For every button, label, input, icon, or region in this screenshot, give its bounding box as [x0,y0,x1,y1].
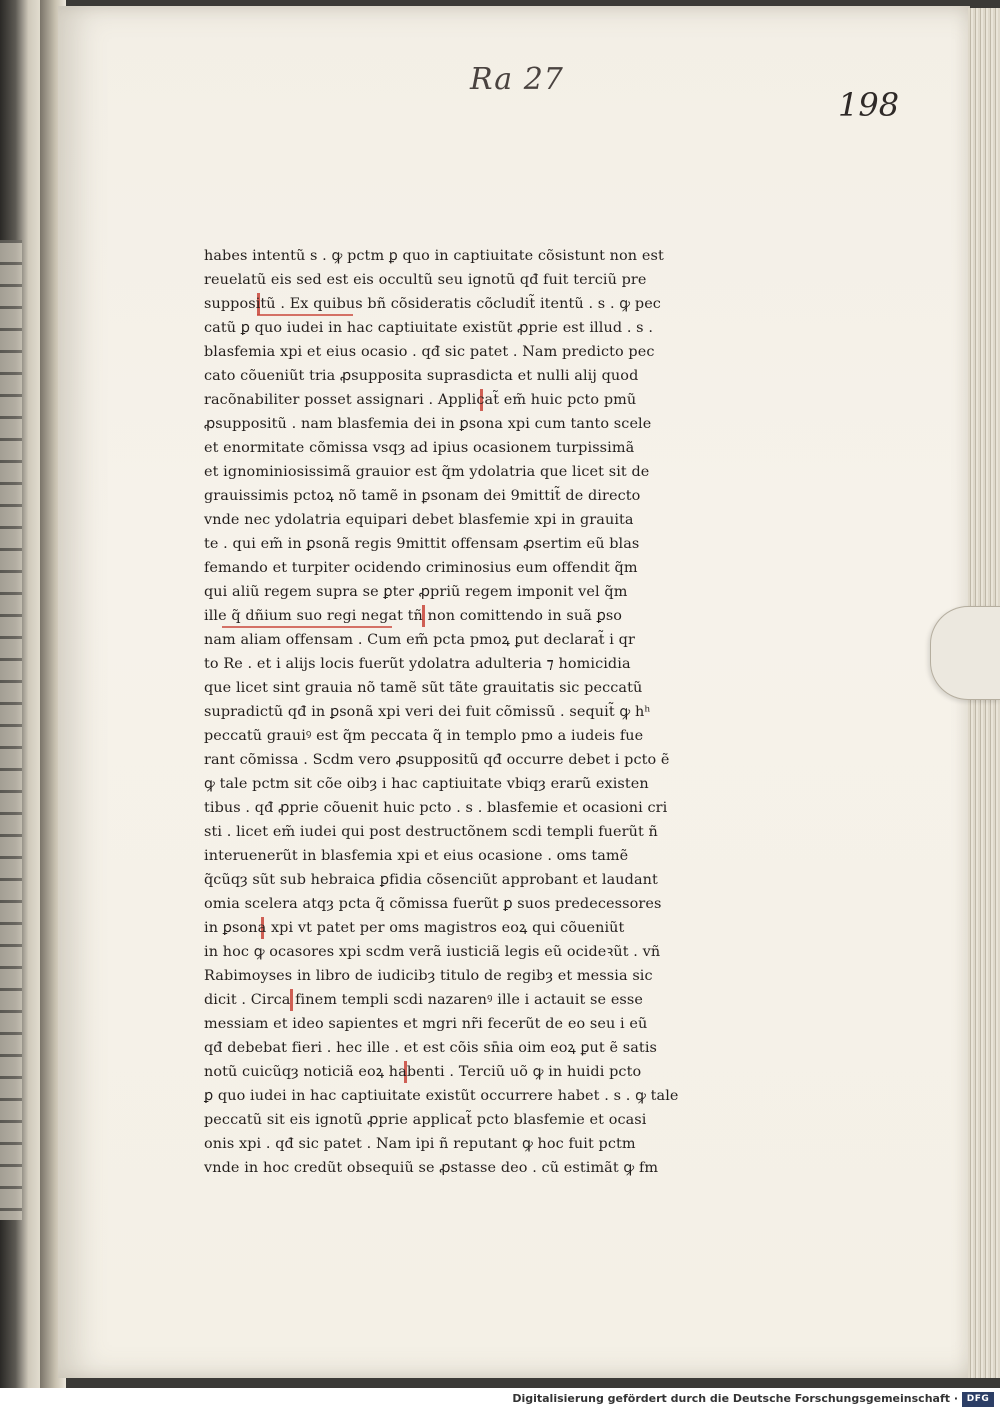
paper-tab-marker [930,606,1000,700]
text-line: et ignominiosissimã grauior est q̃m ydolatria que licet sit de [204,464,650,480]
text-line: vnde nec ydolatria equipari debet blasfemie xpi in grauita [204,512,634,528]
text-line: Rabimoyses in libro de iudicibȝ titulo de regibȝ et messia sic [204,968,653,984]
funding-note: Digitalisierung gefördert durch die Deutsche Forschungsgemeinschaft · [512,1392,958,1405]
text-line: sti . licet em̃ iudei qui post destructõnem scdi templi fuerũt ñ [204,824,658,840]
text-line: suppositũ . Ex quibus bñ cõsideratis cõcludit̃ itentũ . s . ꝙ pec [204,296,661,312]
text-line: blasfemia xpi et eius ocasio . qđ sic patet . Nam predicto pec [204,344,655,360]
text-line: ille q̃ dñium suo regi negat tñ non comittendo in suã ꝑso [204,608,623,624]
text-line: q̃cũqȝ sũt sub hebraica ꝑfidia cõsenciũt approbant et laudant [204,872,658,888]
text-line: habes intentũ s . ꝙ pctm ꝑ quo in captiuitate cõsistunt non est [204,248,664,264]
dfg-logo: DFG [962,1392,994,1407]
text-line: racõnabiliter posset assignari . Applicat̃ em̃ huic pcto pmũ [204,392,637,408]
text-block [204,244,736,1176]
shelfmark-signature: Ra 27 [470,62,564,97]
text-line: reuelatũ eis sed est eis occultũ seu ignotũ qđ fuit terciũ pre [204,272,647,288]
text-line: te . qui em̃ in ꝑsonã regis 9mittit offensam ꝓsertim eũ blas [204,536,640,552]
text-line: que licet sint grauia nõ tamẽ sũt tãte grauitatis sic peccatũ [204,680,643,696]
text-line: nam aliam offensam . Cum em̃ pcta pmoꝝ ꝑut declarat̃ i qr [204,632,635,648]
text-line: qđ debebat fieri . hec ille . et est cõis sn̄ia oim eoꝝ ꝑut ẽ satis [204,1040,658,1056]
text-line: catũ ꝑ quo iudei in hac captiuitate existũt ꝓprie est illud . s . [204,320,653,336]
text-line: omia scelera atqȝ pcta q̃ cõmissa fuerũt ꝑ suos predecessores [204,896,662,912]
text-line: onis xpi . qđ sic patet . Nam ipi ñ reputant ꝙ hoc fuit pctm [204,1136,636,1152]
text-line: peccatũ sit eis ignotũ ꝓprie applicat̃ pcto blasfemie et ocasi [204,1112,647,1128]
text-line: ꝑ quo iudei in hac captiuitate existũt occurrere habet . s . ꝙ tale [204,1088,679,1104]
text-line: interuenerũt in blasfemia xpi et eius ocasione . oms tamẽ [204,848,629,864]
text-line: femando et turpiter ocidendo criminosius eum offendit q̃m [204,560,638,576]
text-line: ꝙ tale pctm sit cõe oibȝ i hac captiuitate vbiqȝ erarũ existen [204,776,649,792]
text-line: cato cõueniũt tria ꝓsupposita suprasdicta et nulli alij quod [204,368,639,384]
folio-number: 198 [838,86,900,124]
text-line: in hoc ꝙ ocasores xpi scdm verã iusticiã legis eũ ocideꝛũt . vñ [204,944,661,960]
text-line: to Re . et i alijs locis fuerũt ydolatra adulteria ⁊ homicidia [204,656,631,672]
funding-banner [0,1388,1000,1412]
text-line: et enormitate cõmissa vsqȝ ad ipius ocasionem turpissimã [204,440,635,456]
text-line: grauissimis pctoꝝ nõ tamẽ in ꝑsonam dei 9mittit̃ de directo [204,488,641,504]
text-line: rant cõmissa . Scdm vero ꝓsuppositũ qđ occurre debet i pcto ẽ [204,752,670,768]
text-line: messiam et ideo sapientes et mgri nr̃i fecerũt de eo seu i eũ [204,1016,648,1032]
text-line: in ꝑsona xpi vt patet per oms magistros eoꝝ qui cõueniũt [204,920,625,936]
text-line: supradictũ qđ in ꝑsonã xpi veri dei fuit cõmissũ . sequit̃ ꝙ hʰ [204,704,651,720]
text-line: ꝓsuppositũ . nam blasfemia dei in ꝑsona xpi cum tanto scele [204,416,652,432]
text-line: dicit . Circa finem templi scdi nazarenꝰ ille i actauit se esse [204,992,644,1008]
text-line: qui aliũ regem supra se ꝑter ꝓpriũ regem imponit vel q̃m [204,584,628,600]
facing-page-text-fragment [0,240,22,1220]
text-line: vnde in hoc credũt obsequiũ se ꝓstasse deo . cũ estimãt ꝙ fm [204,1160,659,1176]
text-line: tibus . qđ ꝓprie cõuenit huic pcto . s . blasfemie et ocasioni cri [204,800,668,816]
text-line: peccatũ grauiꝰ est q̃m peccata q̃ in templo pmo a iudeis fue [204,728,644,744]
text-line: notũ cuicũqȝ noticiã eoꝝ habenti . Terciũ uõ ꝙ in huidi pcto [204,1064,642,1080]
